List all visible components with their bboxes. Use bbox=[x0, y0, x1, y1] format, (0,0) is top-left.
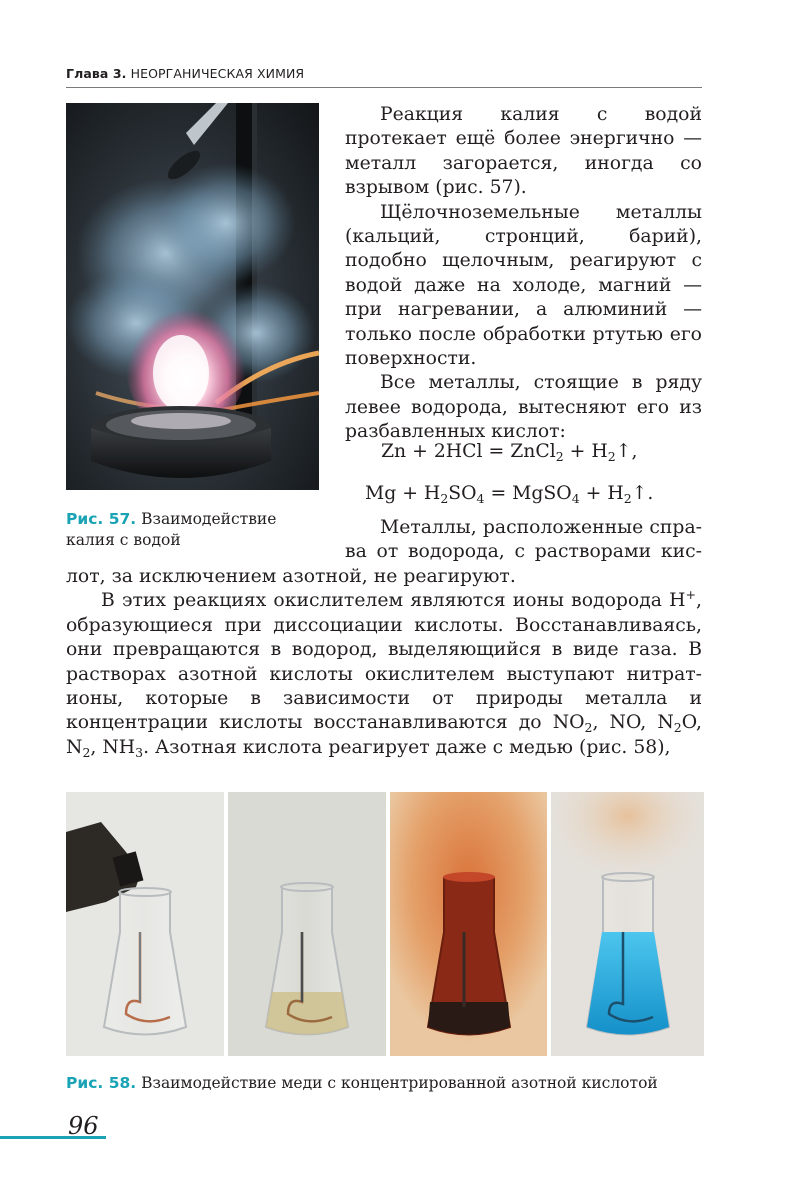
panel-2 bbox=[228, 792, 386, 1056]
figure-57-caption bbox=[66, 509, 336, 551]
paragraph-oxidizers bbox=[66, 589, 702, 760]
page-number-rule bbox=[0, 1136, 106, 1139]
eq1-part-c: ↑, bbox=[615, 441, 638, 462]
p5-e: , NH bbox=[90, 736, 136, 758]
paragraph-hydrogen-displacement: Все металлы, стоящие в ряду левее водорода, вытесняют его из разбавленных кислот: bbox=[345, 372, 702, 443]
chapter-number: Глава 3. bbox=[66, 66, 127, 81]
eq2-part-e: ↑. bbox=[631, 483, 654, 504]
panel-4 bbox=[551, 792, 704, 1056]
p5-sup: + bbox=[685, 587, 697, 603]
eq2-part-a: Mg + H bbox=[365, 483, 441, 504]
full-width-text bbox=[66, 565, 702, 760]
panel-1 bbox=[66, 792, 224, 1056]
figure-57-caption-line1: Взаимодействие bbox=[141, 510, 277, 528]
potassium-flame-illustration bbox=[66, 103, 319, 490]
right-column-text bbox=[345, 103, 702, 445]
eq2-sub-b: 4 bbox=[476, 491, 485, 506]
eq2-sub-c: 4 bbox=[571, 491, 580, 506]
eq1-part-a: Zn + 2HCl = ZnCl bbox=[381, 441, 556, 462]
p5-f: . Азотная кислота реагирует даже с медью (рис. 58), bbox=[143, 736, 671, 758]
p5-a: В этих реакциях окислителем являются ионы водорода H bbox=[101, 590, 686, 612]
eq2-sub-d: 2 bbox=[623, 491, 632, 506]
copper-nitric-acid-illustration bbox=[66, 792, 704, 1056]
paragraph-potassium: Реакция калия с водой протекает ещё более энергично — металл загорается, иногда со взрывом (рис. 57). bbox=[345, 104, 702, 199]
figure-58-photo-strip bbox=[66, 792, 704, 1056]
figure-58-label: Рис. 58. bbox=[66, 1074, 137, 1092]
p5-d: O, N bbox=[66, 712, 702, 758]
figure-57-caption-line2: калия с водой bbox=[66, 531, 181, 549]
header-rule bbox=[66, 87, 702, 88]
figure-58-caption bbox=[66, 1073, 702, 1094]
eq2-part-d: + H bbox=[579, 483, 624, 504]
p5-s2: 2 bbox=[673, 720, 682, 736]
eq1-part-b: + H bbox=[563, 441, 608, 462]
p5-c: , NO, N bbox=[592, 712, 674, 734]
paragraph-alkaline-earth: Щёлочноземельные металлы (кальций, стронций, барий), подобно щелочным, реагируют с водой даже на холоде, магний — при нагревании, а алюминий — только после обработки ртутью его поверхности. bbox=[345, 201, 702, 370]
p5-s1: 2 bbox=[584, 720, 593, 736]
eq1-sub-b: 2 bbox=[607, 449, 616, 464]
equation-zinc bbox=[381, 440, 637, 464]
p4-end: лот, за исключением азотной, не реагируют. bbox=[66, 566, 516, 587]
p4-line2: ва от водорода, с растворами кис- bbox=[345, 541, 702, 563]
p4-line1: Металлы, расположенные спра- bbox=[380, 517, 702, 538]
running-header bbox=[66, 66, 304, 81]
p5-b: , образующиеся при диссоциации кислоты. Восстанавливаясь, они превращаются в водород, выделяющийся в виде газа. В растворах азотной кислоты окислителем выступают нитрат-ионы, которые в зависимости от природы металла и концентрации кислоты восстанавливаются до NO bbox=[66, 590, 702, 734]
panel-3 bbox=[390, 792, 547, 1056]
chapter-title: НЕОРГАНИЧЕСКАЯ ХИМИЯ bbox=[130, 66, 305, 81]
eq2-part-c: = MgSO bbox=[484, 483, 572, 504]
eq1-sub-a: 2 bbox=[555, 449, 564, 464]
p5-s3: 2 bbox=[82, 744, 91, 760]
eq2-sub-a: 2 bbox=[440, 491, 449, 506]
figure-57-label: Рис. 57. bbox=[66, 510, 137, 528]
equation-magnesium bbox=[365, 482, 653, 506]
eq2-part-b: SO bbox=[448, 483, 477, 504]
metals-right-of-hydrogen-start bbox=[345, 516, 702, 565]
figure-57-photo bbox=[66, 103, 319, 490]
figure-58-caption-text: Взаимодействие меди с концентрированной азотной кислотой bbox=[141, 1074, 658, 1092]
p5-s4: 3 bbox=[135, 744, 144, 760]
page-number: 96 bbox=[68, 1112, 99, 1140]
